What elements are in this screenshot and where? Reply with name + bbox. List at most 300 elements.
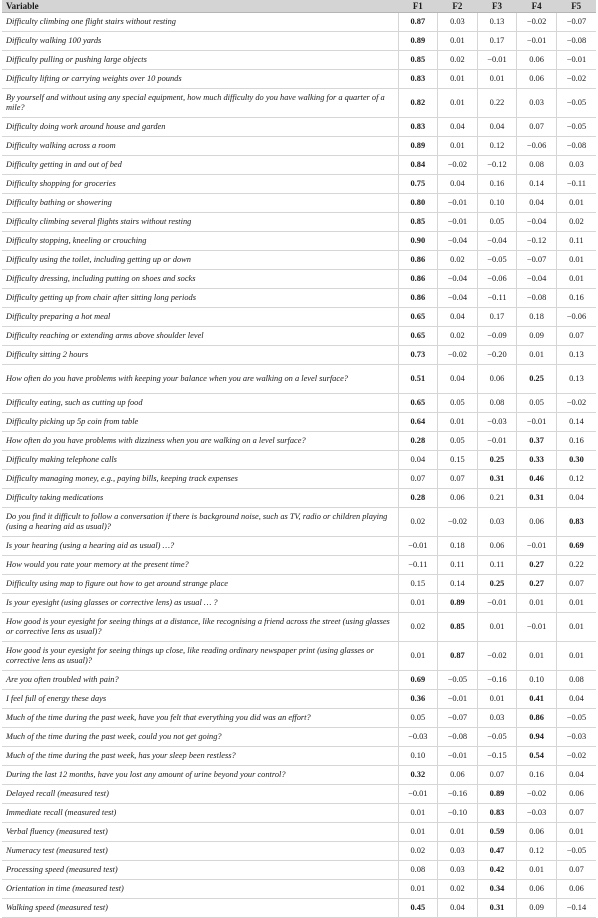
loading-cell: 0.04: [556, 690, 596, 709]
variable-label: During the last 12 months, have you lost any amount of urine beyond your control?: [2, 766, 398, 785]
variable-label: Difficulty picking up 5p coin from table: [2, 413, 398, 432]
table-row: [2, 470, 596, 489]
loading-cell: 0.33: [517, 451, 557, 470]
loading-cell: −0.02: [438, 346, 478, 365]
loading-cell: 0.01: [438, 32, 478, 51]
loading-cell: −0.07: [438, 709, 478, 728]
variable-label: Walking speed (measured test): [2, 899, 398, 918]
loading-cell: 0.03: [517, 89, 557, 118]
variable-label: Difficulty stopping, kneeling or crouching: [2, 232, 398, 251]
variable-label: Much of the time during the past week, have you felt that everything you did was an effort?: [2, 709, 398, 728]
variable-label: Difficulty using map to figure out how to get around strange place: [2, 575, 398, 594]
loading-cell: 0.11: [477, 556, 517, 575]
loading-cell: −0.04: [438, 270, 478, 289]
loading-cell: 0.01: [438, 89, 478, 118]
table-row: [2, 690, 596, 709]
loading-cell: 0.85: [438, 613, 478, 642]
loading-cell: −0.16: [438, 785, 478, 804]
loading-cell: 0.01: [477, 690, 517, 709]
loading-cell: 0.01: [517, 861, 557, 880]
loading-cell: 0.65: [398, 327, 438, 346]
loading-cell: 0.01: [556, 613, 596, 642]
loading-cell: −0.04: [438, 289, 478, 308]
loading-cell: 0.08: [556, 671, 596, 690]
variable-label: How often do you have problems with dizziness when you are walking on a level surface?: [2, 432, 398, 451]
header-row: [2, 0, 596, 13]
table-row: [2, 118, 596, 137]
loading-cell: −0.02: [517, 13, 557, 32]
loading-cell: 0.65: [398, 308, 438, 327]
loading-cell: 0.86: [398, 289, 438, 308]
table-row: [2, 13, 596, 32]
loading-cell: −0.09: [477, 327, 517, 346]
loading-cell: −0.05: [477, 728, 517, 747]
variable-label: Difficulty shopping for groceries: [2, 175, 398, 194]
loading-cell: −0.02: [556, 70, 596, 89]
table-row: [2, 289, 596, 308]
loading-cell: −0.01: [398, 537, 438, 556]
loading-cell: 0.04: [398, 451, 438, 470]
loading-cell: −0.15: [477, 747, 517, 766]
loading-cell: 0.65: [398, 394, 438, 413]
loading-cell: 0.02: [438, 251, 478, 270]
loading-cell: 0.17: [477, 308, 517, 327]
loading-cell: 0.01: [398, 594, 438, 613]
variable-label: Difficulty lifting or carrying weights over 10 pounds: [2, 70, 398, 89]
table-row: [2, 346, 596, 365]
loading-cell: 0.64: [398, 413, 438, 432]
loading-cell: −0.01: [438, 690, 478, 709]
loading-cell: −0.05: [438, 671, 478, 690]
variable-label: Is your eyesight (using glasses or corrective lens) as usual … ?: [2, 594, 398, 613]
variable-label: I feel full of energy these days: [2, 690, 398, 709]
table-row: [2, 89, 596, 118]
loading-cell: 0.02: [398, 842, 438, 861]
loading-cell: 0.94: [517, 728, 557, 747]
loading-cell: 0.17: [477, 32, 517, 51]
table-row: [2, 842, 596, 861]
table-row: [2, 899, 596, 918]
loading-cell: −0.20: [477, 346, 517, 365]
loading-cell: −0.12: [477, 156, 517, 175]
loading-cell: 0.08: [477, 394, 517, 413]
loading-cell: 0.37: [517, 432, 557, 451]
table-row: [2, 671, 596, 690]
loading-cell: 0.42: [477, 861, 517, 880]
loading-cell: 0.03: [477, 709, 517, 728]
table-row: [2, 213, 596, 232]
loading-cell: 0.09: [517, 327, 557, 346]
loading-cell: 0.15: [438, 451, 478, 470]
table-row: [2, 728, 596, 747]
loading-cell: 0.14: [556, 413, 596, 432]
table-header: [2, 0, 596, 13]
loading-cell: 0.16: [556, 289, 596, 308]
loading-cell: 0.15: [398, 575, 438, 594]
table-row: [2, 766, 596, 785]
table-row: [2, 537, 596, 556]
loading-cell: −0.01: [517, 613, 557, 642]
factor-column-header: F4: [517, 0, 557, 13]
table-row: [2, 880, 596, 899]
variable-label: Difficulty eating, such as cutting up food: [2, 394, 398, 413]
table-row: [2, 365, 596, 394]
loading-cell: 0.02: [438, 327, 478, 346]
loading-cell: 0.90: [398, 232, 438, 251]
loading-cell: 0.04: [477, 118, 517, 137]
variable-label: How would you rate your memory at the present time?: [2, 556, 398, 575]
table-row: [2, 785, 596, 804]
variable-label: Much of the time during the past week, has your sleep been restless?: [2, 747, 398, 766]
variable-label: Difficulty reaching or extending arms above shoulder level: [2, 327, 398, 346]
loading-cell: 0.83: [556, 508, 596, 537]
loading-cell: 0.04: [438, 175, 478, 194]
loading-cell: 0.84: [398, 156, 438, 175]
loading-cell: 0.01: [556, 194, 596, 213]
variable-label: Difficulty walking 100 yards: [2, 32, 398, 51]
loading-cell: 0.06: [477, 537, 517, 556]
table-row: [2, 32, 596, 51]
loading-cell: 0.69: [398, 671, 438, 690]
variable-label: Difficulty getting in and out of bed: [2, 156, 398, 175]
loading-cell: 0.01: [477, 70, 517, 89]
loading-cell: 0.05: [438, 432, 478, 451]
loading-cell: 0.07: [517, 118, 557, 137]
loading-cell: 0.05: [438, 394, 478, 413]
loading-cell: 0.32: [398, 766, 438, 785]
loading-cell: 0.07: [556, 861, 596, 880]
loading-cell: −0.01: [477, 51, 517, 70]
loading-cell: 0.34: [477, 880, 517, 899]
loading-cell: 0.86: [517, 709, 557, 728]
loading-cell: 0.01: [438, 70, 478, 89]
variable-label: Difficulty getting up from chair after sitting long periods: [2, 289, 398, 308]
loading-cell: −0.04: [477, 232, 517, 251]
loading-cell: 0.01: [398, 823, 438, 842]
variable-label: Difficulty dressing, including putting on shoes and socks: [2, 270, 398, 289]
loading-cell: −0.14: [556, 899, 596, 918]
variable-label: Orientation in time (measured test): [2, 880, 398, 899]
loading-cell: 0.01: [556, 594, 596, 613]
table-row: [2, 804, 596, 823]
loading-cell: 0.89: [398, 137, 438, 156]
loading-cell: 0.02: [438, 51, 478, 70]
loading-cell: −0.01: [438, 194, 478, 213]
loading-cell: 0.12: [556, 470, 596, 489]
factor-column-header: F1: [398, 0, 438, 13]
loading-cell: −0.01: [477, 594, 517, 613]
loading-cell: 0.06: [477, 365, 517, 394]
table-row: [2, 194, 596, 213]
loading-cell: 0.22: [477, 89, 517, 118]
loading-cell: 0.86: [398, 270, 438, 289]
loading-cell: −0.03: [517, 804, 557, 823]
loading-cell: 0.10: [517, 671, 557, 690]
table-row: [2, 251, 596, 270]
table-row: [2, 432, 596, 451]
table-row: [2, 156, 596, 175]
loading-cell: 0.11: [556, 232, 596, 251]
loading-cell: −0.03: [556, 728, 596, 747]
loading-cell: 0.06: [517, 508, 557, 537]
loading-cell: −0.01: [438, 747, 478, 766]
loading-cell: 0.01: [438, 137, 478, 156]
table-row: [2, 861, 596, 880]
variable-label: Difficulty using the toilet, including getting up or down: [2, 251, 398, 270]
loading-cell: 0.01: [438, 823, 478, 842]
loading-cell: 0.01: [556, 642, 596, 671]
loading-cell: 0.31: [477, 899, 517, 918]
loading-cell: 0.89: [438, 594, 478, 613]
variable-label: By yourself and without using any special equipment, how much difficulty do you have walking for a quarter of a mile?: [2, 89, 398, 118]
loading-cell: −0.07: [556, 13, 596, 32]
variable-label: How often do you have problems with keeping your balance when you are walking on a level surface?: [2, 365, 398, 394]
loading-cell: 0.06: [517, 880, 557, 899]
loading-cell: −0.02: [438, 156, 478, 175]
variable-label: Verbal fluency (measured test): [2, 823, 398, 842]
table-row: [2, 642, 596, 671]
loading-cell: 0.04: [556, 489, 596, 508]
loading-cell: 0.07: [556, 575, 596, 594]
loading-cell: −0.01: [517, 537, 557, 556]
table-body: [2, 13, 596, 918]
loading-cell: 0.01: [517, 346, 557, 365]
loading-cell: 0.09: [517, 899, 557, 918]
loading-cell: 0.14: [438, 575, 478, 594]
loading-cell: 0.07: [438, 470, 478, 489]
loading-cell: −0.05: [556, 118, 596, 137]
loading-cell: 0.27: [517, 556, 557, 575]
loading-cell: −0.10: [438, 804, 478, 823]
variable-label: Numeracy test (measured test): [2, 842, 398, 861]
table-row: [2, 327, 596, 346]
table-row: [2, 232, 596, 251]
loading-cell: 0.01: [556, 270, 596, 289]
variable-label: Difficulty preparing a hot meal: [2, 308, 398, 327]
loading-cell: 0.03: [438, 842, 478, 861]
variable-label: Delayed recall (measured test): [2, 785, 398, 804]
loading-cell: −0.02: [556, 747, 596, 766]
loading-cell: 0.01: [517, 642, 557, 671]
loading-cell: 0.06: [517, 823, 557, 842]
loading-cell: −0.02: [556, 394, 596, 413]
loading-cell: 0.04: [438, 899, 478, 918]
loading-cell: −0.04: [517, 270, 557, 289]
loading-cell: 0.12: [477, 137, 517, 156]
loading-cell: 0.54: [517, 747, 557, 766]
loading-cell: 0.13: [556, 346, 596, 365]
loading-cell: 0.75: [398, 175, 438, 194]
table-row: [2, 175, 596, 194]
table-row: [2, 508, 596, 537]
loading-cell: −0.01: [438, 213, 478, 232]
variable-label: Difficulty making telephone calls: [2, 451, 398, 470]
variable-label: Difficulty climbing several flights stairs without resting: [2, 213, 398, 232]
loading-cell: −0.01: [398, 785, 438, 804]
loading-cell: −0.11: [556, 175, 596, 194]
loading-cell: 0.18: [517, 308, 557, 327]
loading-cell: 0.07: [477, 766, 517, 785]
loading-cell: 0.87: [398, 13, 438, 32]
loading-cell: −0.05: [556, 89, 596, 118]
loading-cell: 0.18: [438, 537, 478, 556]
loading-cell: 0.22: [556, 556, 596, 575]
loading-cell: 0.04: [438, 308, 478, 327]
loading-cell: 0.01: [398, 642, 438, 671]
loading-cell: 0.59: [477, 823, 517, 842]
table-row: [2, 747, 596, 766]
loading-cell: 0.02: [438, 880, 478, 899]
variable-label: Difficulty doing work around house and garden: [2, 118, 398, 137]
variable-label: Difficulty taking medications: [2, 489, 398, 508]
loading-cell: −0.01: [477, 432, 517, 451]
loading-cell: 0.06: [517, 51, 557, 70]
loading-cell: 0.06: [556, 880, 596, 899]
variable-label: Immediate recall (measured test): [2, 804, 398, 823]
loading-cell: 0.85: [398, 213, 438, 232]
table-row: [2, 137, 596, 156]
loading-cell: 0.73: [398, 346, 438, 365]
loading-cell: 0.01: [517, 594, 557, 613]
loading-cell: −0.04: [517, 213, 557, 232]
loading-cell: 0.83: [398, 118, 438, 137]
loading-cell: 0.01: [556, 251, 596, 270]
loading-cell: 0.28: [398, 489, 438, 508]
loading-cell: 0.89: [398, 32, 438, 51]
loading-cell: 0.04: [438, 118, 478, 137]
table-row: [2, 489, 596, 508]
loading-cell: −0.05: [477, 251, 517, 270]
loading-cell: −0.08: [517, 289, 557, 308]
loading-cell: 0.02: [398, 508, 438, 537]
loading-cell: 0.11: [438, 556, 478, 575]
loading-cell: −0.04: [438, 232, 478, 251]
variable-column-header: Variable: [2, 0, 398, 13]
loading-cell: 0.06: [517, 70, 557, 89]
variable-label: Difficulty pulling or pushing large objects: [2, 51, 398, 70]
table-row: [2, 823, 596, 842]
loading-cell: 0.16: [556, 432, 596, 451]
loading-cell: −0.06: [517, 137, 557, 156]
variable-label: Are you often troubled with pain?: [2, 671, 398, 690]
loading-cell: 0.30: [556, 451, 596, 470]
loading-cell: 0.01: [398, 804, 438, 823]
table-row: [2, 70, 596, 89]
loading-cell: 0.82: [398, 89, 438, 118]
loading-cell: 0.45: [398, 899, 438, 918]
loading-cell: −0.03: [398, 728, 438, 747]
loading-cell: −0.11: [398, 556, 438, 575]
loading-cell: 0.05: [517, 394, 557, 413]
loading-cell: 0.01: [398, 880, 438, 899]
loading-cell: −0.08: [438, 728, 478, 747]
table-row: [2, 308, 596, 327]
loading-cell: −0.06: [477, 270, 517, 289]
loading-cell: −0.01: [517, 413, 557, 432]
loading-cell: 0.27: [517, 575, 557, 594]
table-row: [2, 594, 596, 613]
loading-cell: −0.05: [556, 842, 596, 861]
table-row: [2, 709, 596, 728]
loading-cell: 0.46: [517, 470, 557, 489]
table-row: [2, 394, 596, 413]
loading-cell: 0.16: [517, 766, 557, 785]
loading-cell: 0.03: [556, 156, 596, 175]
loading-cell: 0.25: [517, 365, 557, 394]
loading-cell: 0.08: [517, 156, 557, 175]
loading-cell: −0.02: [477, 642, 517, 671]
loading-cell: 0.47: [477, 842, 517, 861]
loading-cell: −0.16: [477, 671, 517, 690]
loading-cell: 0.06: [556, 785, 596, 804]
loading-cell: 0.85: [398, 51, 438, 70]
loading-cell: 0.12: [517, 842, 557, 861]
loading-cell: 0.28: [398, 432, 438, 451]
loading-cell: 0.31: [477, 470, 517, 489]
loading-cell: 0.07: [556, 804, 596, 823]
loading-cell: 0.25: [477, 575, 517, 594]
variable-label: How good is your eyesight for seeing things at a distance, like recognising a friend across the street (using glasses or corrective lens as usual)?: [2, 613, 398, 642]
loading-cell: 0.21: [477, 489, 517, 508]
loading-cell: −0.11: [477, 289, 517, 308]
loading-cell: 0.25: [477, 451, 517, 470]
variable-label: Difficulty walking across a room: [2, 137, 398, 156]
variable-label: Do you find it difficult to follow a conversation if there is background noise, such as TV, radio or children playing (using a hearing aid as usual)?: [2, 508, 398, 537]
loading-cell: 0.36: [398, 690, 438, 709]
factor-column-header: F3: [477, 0, 517, 13]
loading-cell: −0.02: [438, 508, 478, 537]
loading-cell: 0.13: [477, 13, 517, 32]
loading-cell: 0.89: [477, 785, 517, 804]
loading-cell: 0.01: [477, 613, 517, 642]
loading-cell: −0.03: [477, 413, 517, 432]
table-row: [2, 51, 596, 70]
loading-cell: 0.05: [477, 213, 517, 232]
variable-label: Difficulty sitting 2 hours: [2, 346, 398, 365]
loading-cell: 0.16: [477, 175, 517, 194]
loading-cell: 0.04: [517, 194, 557, 213]
loading-cell: 0.05: [398, 709, 438, 728]
loading-cell: 0.06: [438, 489, 478, 508]
factor-loadings-table: [2, 0, 596, 918]
variable-label: Difficulty managing money, e.g., paying bills, keeping track expenses: [2, 470, 398, 489]
variable-label: How good is your eyesight for seeing things up close, like reading ordinary newspaper print (using glasses or corrective lens as usual)?: [2, 642, 398, 671]
loading-cell: 0.83: [398, 70, 438, 89]
table-row: [2, 451, 596, 470]
loading-cell: 0.03: [438, 861, 478, 880]
loading-cell: 0.69: [556, 537, 596, 556]
loading-cell: 0.01: [556, 823, 596, 842]
table-row: [2, 270, 596, 289]
variable-label: Difficulty bathing or showering: [2, 194, 398, 213]
loading-cell: 0.03: [438, 13, 478, 32]
loading-cell: −0.01: [517, 32, 557, 51]
factor-column-header: F2: [438, 0, 478, 13]
loading-cell: 0.86: [398, 251, 438, 270]
table-row: [2, 613, 596, 642]
loading-cell: 0.31: [517, 489, 557, 508]
loading-cell: 0.03: [477, 508, 517, 537]
loading-cell: −0.12: [517, 232, 557, 251]
loading-cell: 0.04: [556, 766, 596, 785]
variable-label: Much of the time during the past week, could you not get going?: [2, 728, 398, 747]
factor-column-header: F5: [556, 0, 596, 13]
variable-label: Processing speed (measured test): [2, 861, 398, 880]
loading-cell: 0.06: [438, 766, 478, 785]
loading-cell: 0.51: [398, 365, 438, 394]
loading-cell: 0.01: [438, 413, 478, 432]
loading-cell: 0.14: [517, 175, 557, 194]
